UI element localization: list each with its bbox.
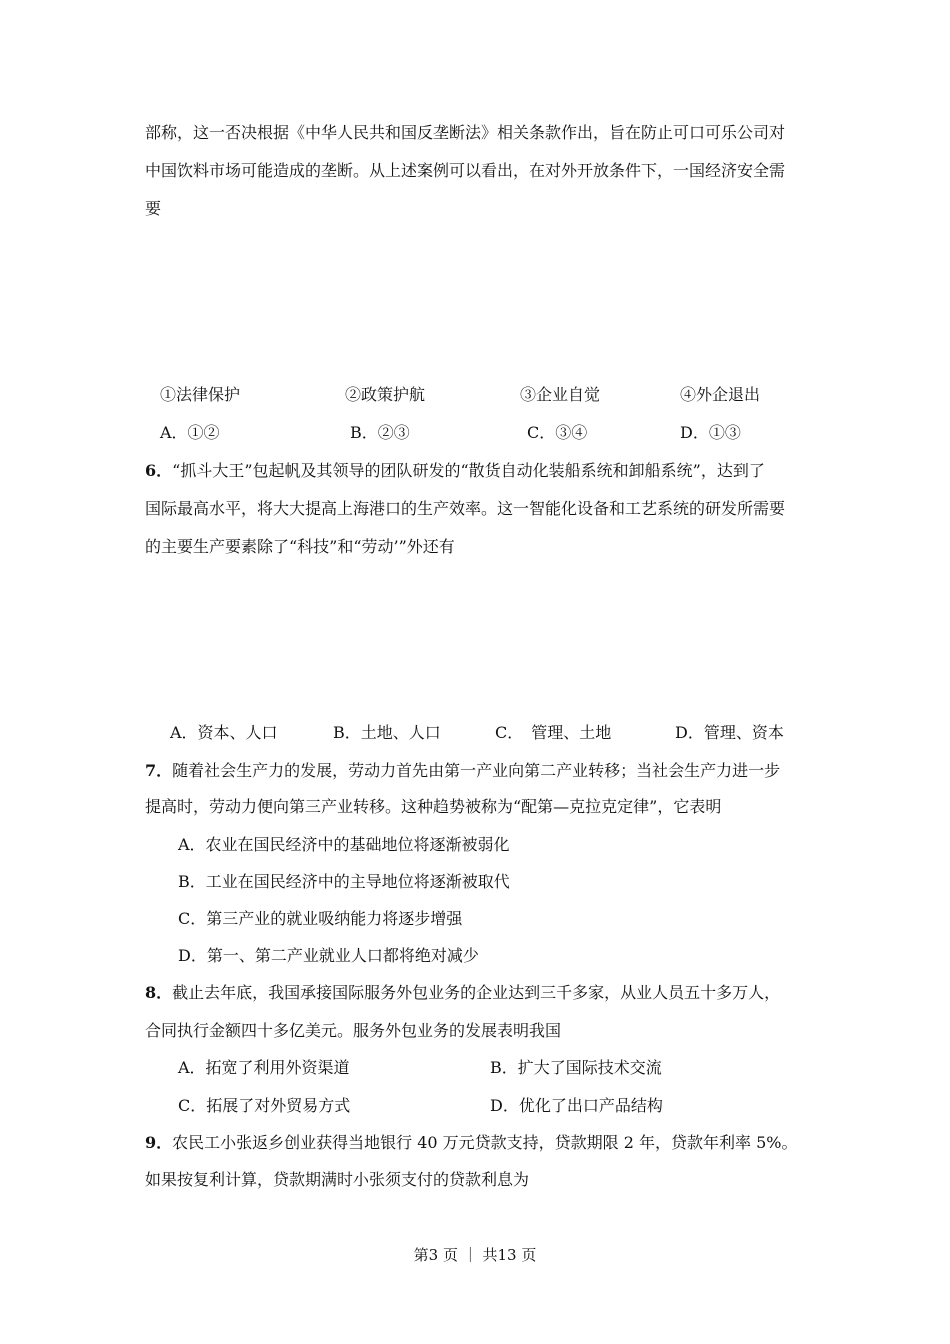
q7-option-c: C．第三产业的就业吸纳能力将逐步增强 xyxy=(178,909,463,928)
q9-stem-line-2: 如果按复利计算，贷款期满时小张须支付的贷款利息为 xyxy=(145,1170,530,1189)
q7-stem-line-2: 提高时，劳动力便向第三产业转移。这种趋势被称为“配第—克拉克定律”，它表明 xyxy=(145,797,722,816)
q5-stem-line-2: 中国饮料市场可能造成的垄断。从上述案例可以看出，在对外开放条件下，一国经济安全需 xyxy=(145,161,786,180)
q7-number: 7． xyxy=(145,761,173,780)
q6-option-a: A．资本、人口 xyxy=(170,723,278,742)
q5-item-4: ④外企退出 xyxy=(680,385,761,404)
q7-option-a: A．农业在国民经济中的基础地位将逐渐被弱化 xyxy=(178,835,510,854)
q8-stem-line-1 xyxy=(145,982,780,1004)
q6-number: 6． xyxy=(145,461,173,480)
q8-option-b: B．扩大了国际技术交流 xyxy=(490,1058,662,1077)
q5-stem-line-1: 部称，这一否决根据《中华人民共和国反垄断法》相关条款作出，旨在防止可口可乐公司对 xyxy=(145,123,786,142)
q5-option-a: A．①② xyxy=(160,423,220,442)
q5-option-d: D．①③ xyxy=(680,423,741,442)
q6-stem-line-3: 的主要生产要素除了“科技”和“劳动’”外还有 xyxy=(145,537,455,556)
q5-option-b: B．②③ xyxy=(350,423,410,442)
q5-item-3: ③企业自觉 xyxy=(520,385,601,404)
q9-stem-text-1: 农民工小张返乡创业获得当地银行 40 万元贷款支持，贷款期限 2 年，贷款年利率 5%。 xyxy=(172,1133,798,1152)
q7-stem-text-1: 随着社会生产力的发展，劳动力首先由第一产业向第二产业转移；当社会生产力进一步 xyxy=(172,761,781,780)
q9-number: 9． xyxy=(145,1133,173,1152)
q6-stem-line-2: 国际最高水平，将大大提高上海港口的生产效率。这一智能化设备和工艺系统的研发所需要 xyxy=(145,499,786,518)
q6-stem-line-1 xyxy=(145,460,765,482)
q8-option-d: D．优化了出口产品结构 xyxy=(490,1096,663,1115)
q9-stem-line-1 xyxy=(145,1132,798,1154)
q8-option-c: C．拓展了对外贸易方式 xyxy=(178,1096,351,1115)
q8-stem-line-2: 合同执行金额四十多亿美元。服务外包业务的发展表明我国 xyxy=(145,1021,562,1040)
q8-stem-text-1: 截止去年底，我国承接国际服务外包业务的企业达到三千多家，从业人员五十多万人， xyxy=(172,983,781,1002)
q6-stem-text-1: “抓斗大王”包起帆及其领导的团队研发的“散货自动化装船系统和卸船系统”，达到了 xyxy=(172,461,765,480)
q7-option-b: B．工业在国民经济中的主导地位将逐渐被取代 xyxy=(178,872,510,891)
q6-option-d: D．管理、资本 xyxy=(675,723,784,742)
q5-item-1: ①法律保护 xyxy=(160,385,241,404)
q5-item-2: ②政策护航 xyxy=(345,385,426,404)
q8-number: 8． xyxy=(145,983,173,1002)
q5-option-c: C．③④ xyxy=(527,423,588,442)
q5-stem-line-3: 要 xyxy=(145,199,162,218)
q6-option-b: B．土地、人口 xyxy=(333,723,441,742)
q7-stem-line-1 xyxy=(145,760,780,782)
q6-option-c: C． 管理、土地 xyxy=(495,723,612,742)
q8-option-a: A．拓宽了利用外资渠道 xyxy=(178,1058,350,1077)
q7-option-d: D．第一、第二产业就业人口都将绝对减少 xyxy=(178,946,479,965)
page-footer: 第3 页 ｜ 共13 页 xyxy=(413,1246,537,1264)
